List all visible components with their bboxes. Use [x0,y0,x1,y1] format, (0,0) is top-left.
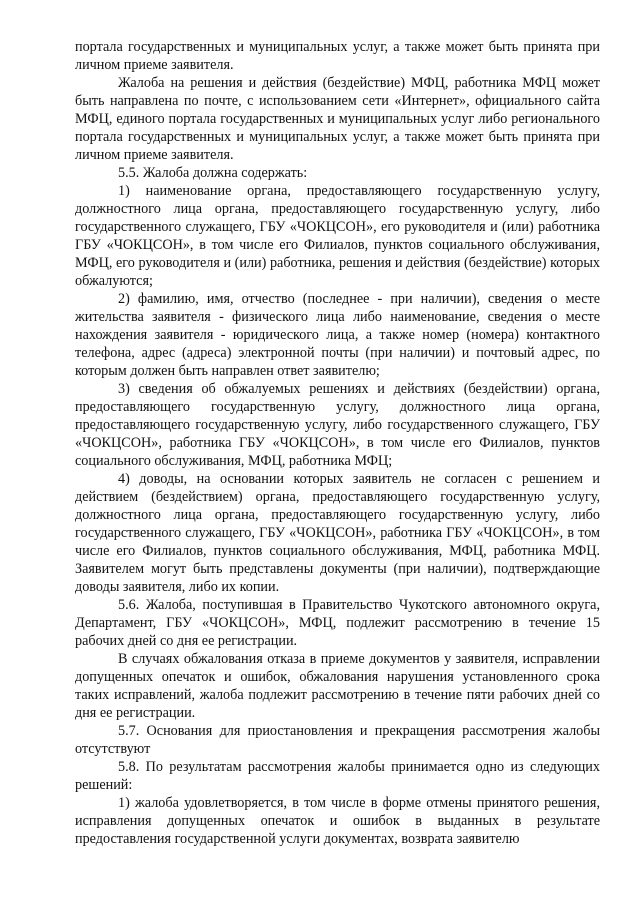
paragraph-mfc-complaint: Жалоба на решения и действия (бездействие) МФЦ, работника МФЦ может быть направлена по почте, с использованием сети «Интернет», официального сайта МФЦ, единого портала государственных и муниципальных услуг либо регионального портала государственных и муниципальных услуг, а также может быть принята при личном приеме заявителя. [75,75,600,163]
paragraph-5-5-item-2: 2) фамилию, имя, отчество (последнее - при наличии), сведения о месте жительства заявителя - физического лица либо наименование, сведения о месте нахождения заявителя - юридического лица, а также номер (номера) контактного телефона, адрес (адреса) электронной почты (при наличии) и почтовый адрес, по которым должен быть направлен ответ заявителю; [75,291,600,379]
paragraph-5-6-refusal: В случаях обжалования отказа в приеме документов у заявителя, исправлении допущенных опечаток и ошибок, обжалования нарушения установленного срока таких исправлений, жалоба подлежит рассмотрению в течение пяти рабочих дней со дня ее регистрации. [75,651,600,721]
paragraph-5-8: 5.8. По результатам рассмотрения жалобы принимается одно из следующих решений: [75,759,600,793]
paragraph-5-6: 5.6. Жалоба, поступившая в Правительство Чукотского автономного округа, Департамент, ГБУ «ЧОКЦСОН», МФЦ, подлежит рассмотрению в течение 15 рабочих дней со дня ее регистрации. [75,597,600,649]
paragraph-5-8-item-1: 1) жалоба удовлетворяется, в том числе в форме отмены принятого решения, исправления допущенных опечаток и ошибок в выданных в результате предоставления государственной услуги документах, возврата заявителю [75,795,600,847]
paragraph-5-5-item-3: 3) сведения об обжалуемых решениях и действиях (бездействии) органа, предоставляющего государственную услугу, должностного лица органа, предоставляющего государственную услугу, либо государственного служащего, ГБУ «ЧОКЦСОН», работника ГБУ «ЧОКЦСОН», в том числе его Филиалов, пунктов социального обслуживания, МФЦ, работника МФЦ; [75,381,600,469]
paragraph-continuation: портала государственных и муниципальных услуг, а также может быть принята при личном приеме заявителя. [75,39,600,73]
paragraph-5-5-item-4: 4) доводы, на основании которых заявитель не согласен с решением и действием (бездействием) органа, предоставляющего государственную услугу, должностного лица органа, предоставляющего государственную услугу, либо государственного служащего, ГБУ «ЧОКЦСОН», работника ГБУ «ЧОКЦСОН», в том числе его Филиалов, пунктов социального обслуживания, МФЦ, работника МФЦ. Заявителем могут быть представлены документы (при наличии), подтверждающие доводы заявителя, либо их копии. [75,471,600,595]
paragraph-5-7: 5.7. Основания для приостановления и прекращения рассмотрения жалобы отсутствуют [75,723,600,757]
paragraph-5-5-item-1: 1) наименование органа, предоставляющего государственную услугу, должностного лица органа, предоставляющего государственную услугу, либо государственного служащего, ГБУ «ЧОКЦСОН», его руководителя и (или) работника ГБУ «ЧОКЦСОН», в том числе его Филиалов, пунктов социального обслуживания, МФЦ, его руководителя и (или) работника, решения и действия (бездействие) которых обжалуются; [75,183,600,289]
paragraph-5-5-heading: 5.5. Жалоба должна содержать: [118,165,308,181]
